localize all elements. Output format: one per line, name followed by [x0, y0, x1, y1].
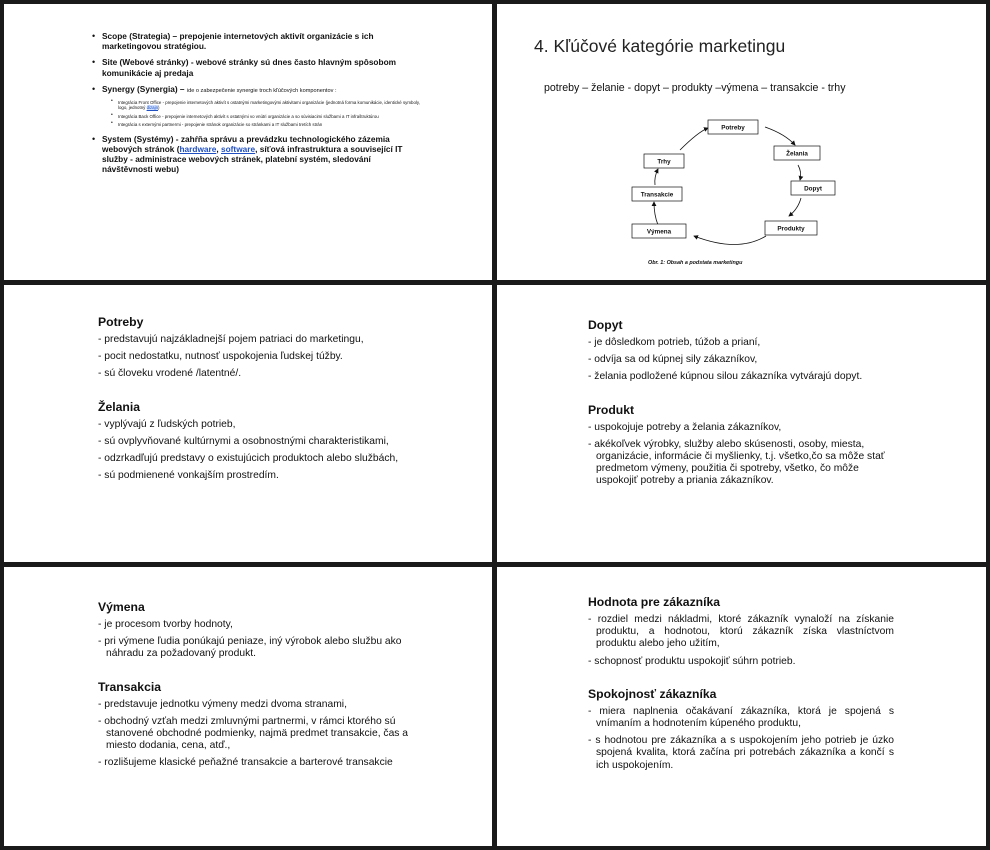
list-zelania [98, 419, 408, 483]
arrow-vymena-transakcie [654, 202, 658, 225]
slide-content [98, 600, 413, 775]
term-site: Site (Webové stránky) [102, 57, 189, 68]
list-item: - sú ovplyvňované kultúrnymi a osobnostnými charakteristikami, [98, 435, 389, 447]
scope-site-synergy-system-list [90, 31, 420, 180]
desc-system-3: , síťová infrastruktura a související IT služby - administrace webových stránek, platební systém, sledování návštěvnosti webu) [102, 143, 403, 175]
slide-title: 4. Kľúčové kategórie marketingu [534, 36, 786, 56]
list-item: - rozlišujeme klasické peňažné transakcie a barterové transakcie [98, 757, 393, 769]
arrow-transakcie-trhy [655, 169, 658, 185]
list-item: - pocit nedostatku, nutnosť uspokojenia ľudskej túžby. [98, 351, 343, 363]
arrow-trhy-potreby [680, 128, 708, 150]
heading-potreby: Potreby [98, 315, 144, 329]
list-item: - sú podmienené vonkajším prostredím. [98, 470, 279, 482]
heading-produkt: Produkt [588, 402, 635, 417]
node-produkty: Produkty [777, 225, 805, 233]
slide-3[interactable] [4, 285, 492, 562]
desc-synergy: ide o zabezpečenie synergie troch kľúčových komponentov : [186, 87, 337, 94]
list-spokojnost [588, 706, 894, 772]
slide-5[interactable] [4, 567, 492, 846]
list-item-system [90, 134, 420, 175]
list-item: - predstavuje jednotku výmeny medzi dvoma stranami, [98, 698, 347, 710]
categories-line: potreby – želanie - dopyt – produkty –výmena – transakcie - trhy [544, 82, 846, 94]
list-item: - želania podložené kúpnou silou zákazníka vytvárajú dopyt. [588, 371, 863, 383]
list-item: - odzrkadľujú predstavy o existujúcich produktoch alebo službách, [98, 453, 399, 465]
node-dopyt: Dopyt [804, 185, 822, 193]
sub-text-front-office: Integrácia Front Office - prepojenie internetových aktivít s ostatnými marketingovými aktivitami organizácie (jednotná forma komunikácie, identické symboly, logo, jednotný [118, 100, 420, 111]
diagram-caption: Obr. 1: Obsah a podstata marketingu [648, 260, 743, 266]
slide-content [588, 595, 894, 777]
arrow-zelania-dopyt [798, 165, 801, 180]
link-software[interactable]: software [220, 143, 256, 154]
slide-2[interactable] [497, 4, 986, 280]
heading-vymena: Výmena [98, 600, 145, 614]
heading-transakcia: Transakcia [98, 679, 162, 694]
desc-system-2: technologického zázemia webových stránok ( [102, 133, 390, 154]
list-item-scope [90, 31, 420, 51]
list-item: - schopnosť produktu uspokojiť súhrn potrieb. [588, 655, 796, 667]
list-hodnota [588, 614, 894, 668]
list-item: - obchodný vzťah medzi zmluvnými partnermi, v rámci ktorého sú stanovené obchodné podmienky, najmä predmet transakcie, čas a miesto dodania, cena, atď., [98, 715, 409, 752]
desc-system-sep: , [216, 143, 221, 154]
node-vymena: Výmena [646, 228, 672, 236]
node-transakcie: Transakcie [640, 191, 674, 199]
arrow-potreby-zelania [765, 127, 795, 145]
list-item: - pri výmene ľudia ponúkajú peniaze, iný výrobok alebo službu ako náhradu za požadovaný produkt. [98, 636, 402, 660]
slide-6[interactable] [497, 567, 986, 846]
desc-synergy-dash: – [177, 83, 187, 94]
arrow-produkty-vymena [694, 236, 766, 245]
term-system: System (Systémy) [102, 133, 174, 144]
sub-text-external: Integrácia s externými partnermi - prepojenie stránok organizácie so stránkami a IT službami tretích strán [118, 122, 323, 128]
arrow-dopyt-produkty [789, 198, 801, 216]
marketing-cycle-diagram [628, 110, 858, 272]
sub-item-back-office [102, 114, 420, 119]
list-item: - akékoľvek výrobky, služby alebo skúsenosti, osoby, miesta, organizácie, informácie či myšlienky, t.j. všetko,čo sa môže stať predmetom výmeny, použitia či spotreby, všetko, čo môže uspokojiť potreby a priania zákazníkov. [588, 438, 885, 487]
desc-system-1: - zahŕňa správu a [173, 133, 247, 144]
slide-content [98, 315, 408, 487]
list-item: - rozdiel medzi nákladmi, ktoré zákazník vynaloží na získanie produktu, a hodnotou, ktorú zákazník získa vlastníctvom produktu alebo jeho užitím, [588, 614, 894, 650]
node-zelania: Želania [786, 150, 808, 158]
list-transakcia [98, 699, 413, 770]
slide-content [588, 318, 888, 493]
sub-item-front-office [102, 100, 420, 111]
slide-1[interactable] [4, 4, 492, 280]
term-scope: Scope (Strategia) [102, 31, 171, 41]
sub-text-back-office: Integrácia Back Office - prepojenie internetových aktivít s ostatnými vo vnútri organizácie a so súvisiacimi službami a IT infraštruktúrou [118, 113, 379, 119]
heading-hodnota: Hodnota pre zákazníka [588, 595, 721, 609]
node-trhy: Trhy [657, 158, 671, 166]
desc-site: - webové stránky sú dnes často hlavným spôsobom komunikácie aj predaja [102, 57, 397, 78]
list-item-site [90, 57, 420, 77]
term-synergy: Synergy (Synergia) [102, 83, 178, 94]
synergy-sublist [102, 100, 420, 128]
list-item: - s hodnotou pre zákazníka a s uspokojením jeho potrieb je úzko spojená kvalita, ktorá začína pri potrebách zákazníka a končí s ich uspokojením. [588, 735, 894, 771]
desc-scope: – prepojenie internetových aktivít organizácie s ich marketingovou stratégiou. [102, 31, 374, 52]
list-item: - je procesom tvorby hodnoty, [98, 619, 233, 630]
sub-item-external [102, 122, 420, 127]
list-dopyt [588, 337, 888, 384]
list-item: - predstavujú najzákladnejší pojem patriaci do marketingu, [98, 334, 364, 345]
slide-4[interactable] [497, 285, 986, 562]
list-potreby [98, 334, 408, 381]
heading-spokojnost: Spokojnosť zákazníka [588, 686, 717, 701]
list-item: - sú človeku vrodené /latentné/. [98, 368, 242, 380]
list-vymena [98, 619, 413, 661]
list-item: - je dôsledkom potrieb, túžob a prianí, [588, 337, 761, 348]
list-item: - uspokojuje potreby a želania zákazníkov, [588, 421, 782, 433]
list-item-synergy [90, 84, 420, 128]
link-dizajn[interactable]: dizajn [146, 105, 159, 111]
node-potreby: Potreby [721, 124, 745, 132]
heading-dopyt: Dopyt [588, 318, 623, 332]
list-item: - miera naplnenia očakávaní zákazníka, ktorá je spojená s vnímaním a hodnotením kúpeného produktu, [588, 705, 894, 730]
list-produkt [588, 422, 888, 488]
heading-zelania: Želania [98, 399, 140, 414]
sub-text-front-office-end: ) [158, 105, 160, 111]
term-prevadzku: prevádzku [246, 133, 288, 144]
list-item: - odvíja sa od kúpnej sily zákazníkov, [588, 354, 758, 366]
link-hardware[interactable]: hardware [179, 143, 217, 154]
list-item: - vyplývajú z ľudských potrieb, [98, 418, 236, 430]
